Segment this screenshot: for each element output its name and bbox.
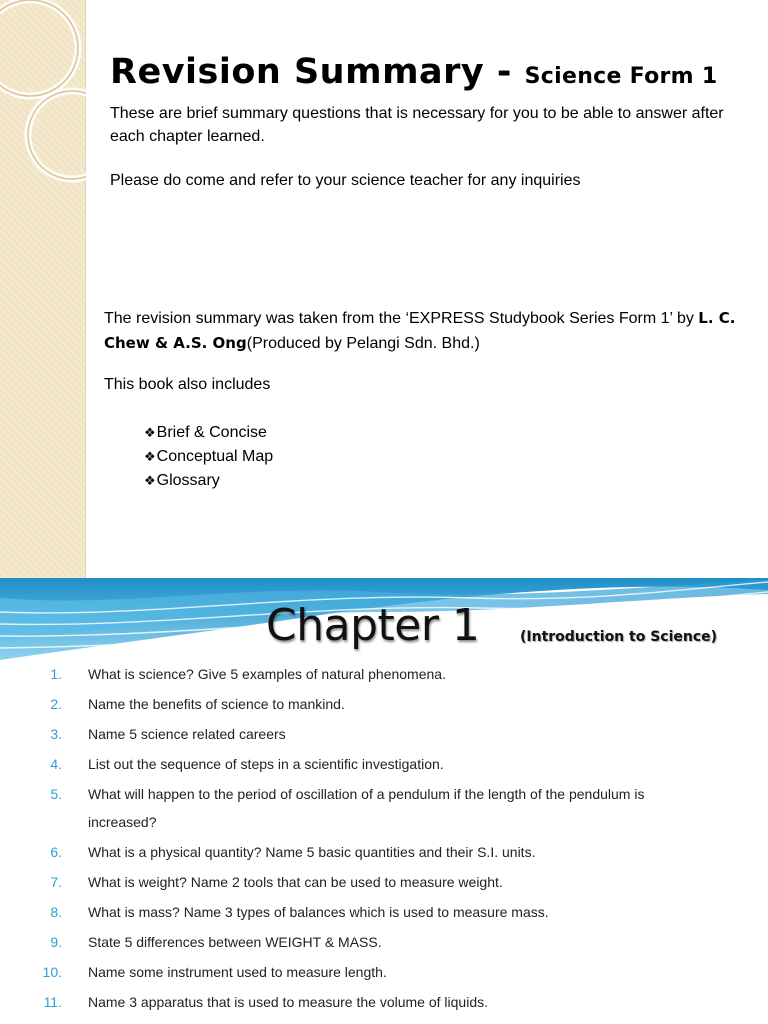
title-subtitle: Science Form 1	[524, 64, 718, 89]
question-text: Name 3 apparatus that is used to measure the volume of liquids.	[88, 994, 488, 1010]
include-item-label: Glossary	[156, 472, 220, 489]
question-item	[0, 690, 768, 718]
title-main-text: Revision Summary -	[110, 52, 525, 92]
chapter-title: Chapter 1	[266, 600, 480, 651]
includes-label: This book also includes	[104, 376, 271, 393]
question-text: What will happen to the period of oscillation of a pendulum if the length of the pendulum is increased?	[88, 786, 645, 830]
question-text: Name 5 science related careers	[88, 726, 286, 742]
includes-list	[144, 421, 273, 493]
decorative-rings-icon	[0, 0, 86, 260]
question-item	[0, 750, 768, 778]
diamond-bullet-icon: ❖	[144, 474, 156, 489]
question-text: State 5 differences between WEIGHT & MASS.	[88, 934, 382, 950]
list-item	[144, 469, 273, 493]
question-text: Name the benefits of science to mankind.	[88, 696, 345, 712]
diamond-bullet-icon: ❖	[144, 426, 156, 441]
question-item	[0, 898, 768, 926]
slide-chapter-1	[0, 578, 768, 1024]
question-number: 3.	[50, 726, 62, 742]
include-item-label: Brief & Concise	[156, 424, 267, 441]
question-item	[0, 868, 768, 896]
question-number: 11.	[43, 994, 62, 1010]
question-number: 9.	[50, 934, 62, 950]
question-item	[0, 958, 768, 986]
question-number: 8.	[50, 904, 62, 920]
question-number: 6.	[50, 844, 62, 860]
question-item	[0, 928, 768, 956]
question-item	[0, 780, 768, 836]
teacher-note: Please do come and refer to your science teacher for any inquiries	[110, 172, 581, 189]
source-prefix: The revision summary was taken from the ‘EXPRESS Studybook Series Form 1’ by	[104, 310, 699, 327]
list-item	[144, 421, 273, 445]
question-item	[0, 988, 768, 1016]
question-number: 1.	[50, 666, 62, 682]
publisher: (Produced by Pelangi Sdn. Bhd.)	[246, 335, 480, 352]
include-item-label: Conceptual Map	[156, 448, 274, 465]
question-item	[0, 660, 768, 688]
list-item	[144, 445, 273, 469]
question-text: Name some instrument used to measure length.	[88, 964, 387, 980]
question-number: 5.	[50, 786, 62, 802]
question-number: 2.	[50, 696, 62, 712]
decorative-side-panel	[0, 0, 86, 578]
question-number: 7.	[50, 874, 62, 890]
source-paragraph	[104, 306, 754, 356]
authors: L. C. Chew & A.S. Ong	[104, 309, 736, 352]
question-text: List out the sequence of steps in a scientific investigation.	[88, 756, 444, 772]
question-number: 10.	[42, 964, 62, 980]
question-text: What is a physical quantity? Name 5 basic quantities and their S.I. units.	[88, 844, 536, 860]
question-text: What is science? Give 5 examples of natural phenomena.	[88, 666, 446, 682]
question-text: What is weight? Name 2 tools that can be used to measure weight.	[88, 874, 503, 890]
question-item	[0, 838, 768, 866]
question-list	[0, 660, 768, 1018]
intro-paragraph: These are brief summary questions that is necessary for you to be able to answer after each chapter learned.	[110, 105, 724, 145]
question-text: What is mass? Name 3 types of balances which is used to measure mass.	[88, 904, 549, 920]
question-item	[0, 720, 768, 748]
chapter-subtitle: (Introduction to Science)	[520, 629, 718, 645]
diamond-bullet-icon: ❖	[144, 450, 156, 465]
page-title	[110, 52, 717, 92]
question-number: 4.	[50, 756, 62, 772]
